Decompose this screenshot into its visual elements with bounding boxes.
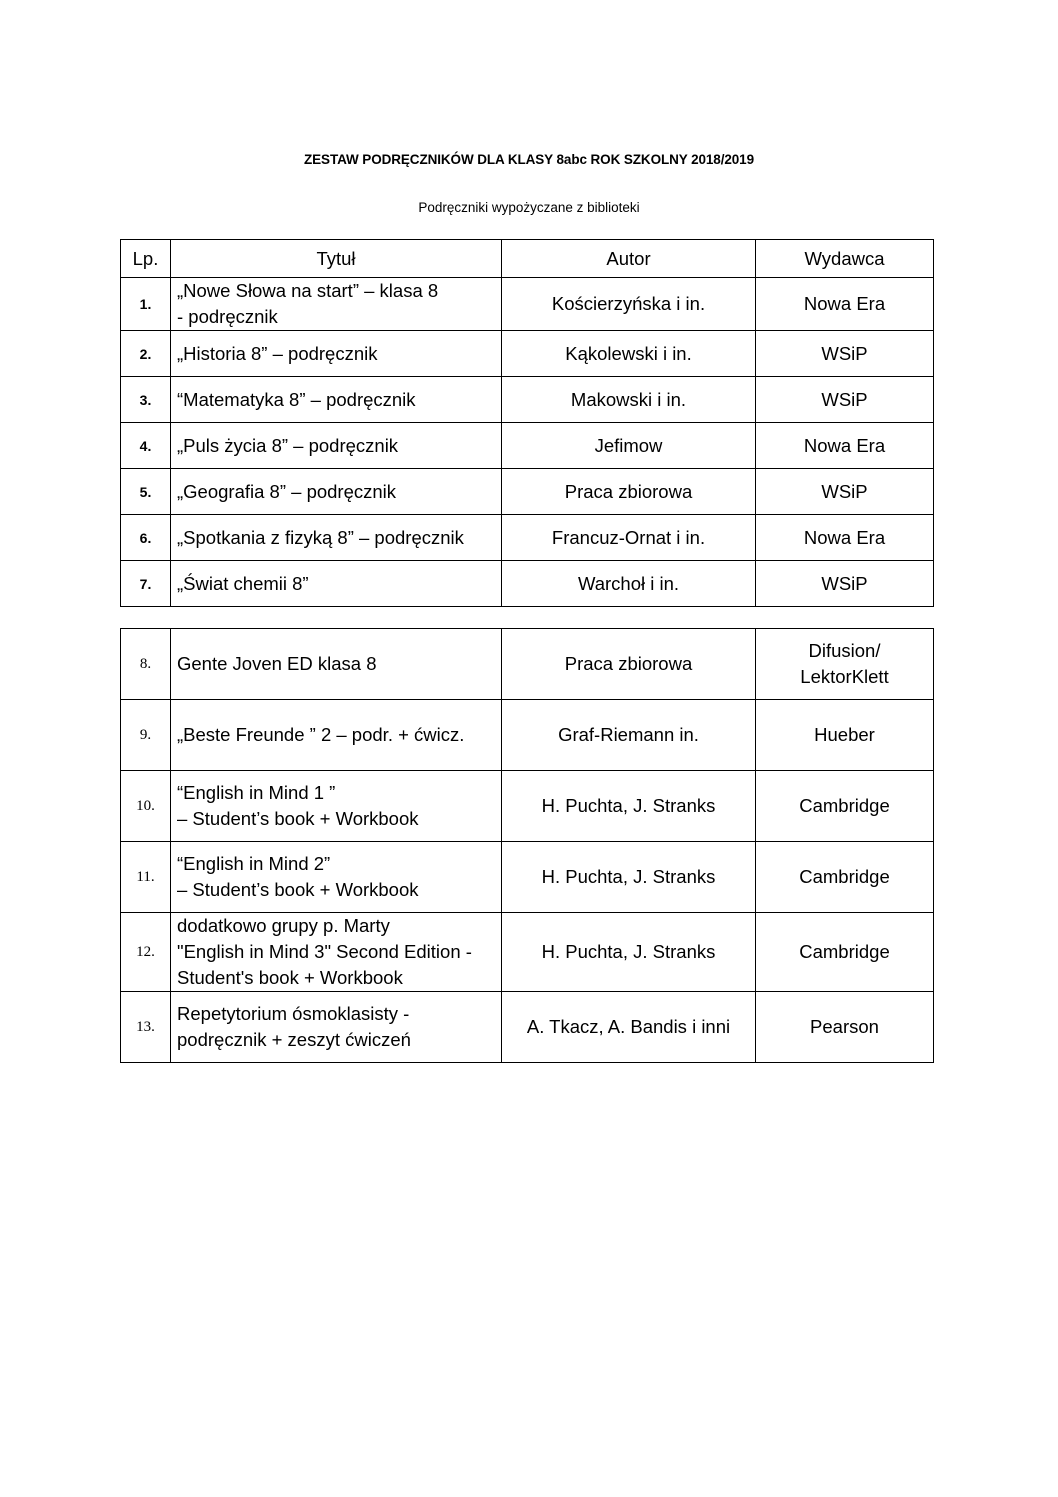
row-title: „Spotkania z fizyką 8” – podręcznik [171,515,502,561]
row-author: H. Puchta, J. Stranks [502,842,756,913]
table-row [121,278,934,331]
row-number: 10. [121,771,171,842]
document-subtitle: Podręczniki wypożyczane z biblioteki [418,200,640,215]
row-author: H. Puchta, J. Stranks [502,771,756,842]
table-row [121,561,934,607]
row-number: 9. [121,700,171,771]
row-number: 11. [121,842,171,913]
row-author: Warchoł i in. [502,561,756,607]
table-row [121,771,934,842]
row-number: 13. [121,992,171,1063]
row-title: „Geografia 8” – podręcznik [171,469,502,515]
header-author: Autor [502,240,756,278]
row-number: 6. [121,515,171,561]
row-number: 7. [121,561,171,607]
table-row [121,629,934,700]
row-number: 2. [121,331,171,377]
row-publisher: WSiP [756,331,934,377]
row-author: Kościerzyńska i in. [502,278,756,331]
row-publisher: Difusion/ LektorKlett [756,629,934,700]
row-title: „Beste Freunde ” 2 – podr. + ćwicz. [171,700,502,771]
table-header-row [121,240,934,278]
row-title: „Świat chemii 8” [171,561,502,607]
table-row [121,992,934,1063]
row-publisher: Cambridge [756,842,934,913]
table-row [121,469,934,515]
row-title: dodatkowo grupy p. Marty "English in Mind 3" Second Edition - Student's book + Workbook [171,913,502,992]
row-number: 1. [121,278,171,331]
row-number: 8. [121,629,171,700]
row-publisher: Hueber [756,700,934,771]
row-author: Graf-Riemann in. [502,700,756,771]
table-row [121,700,934,771]
header-publisher: Wydawca [756,240,934,278]
document-title: ZESTAW PODRĘCZNIKÓW DLA KLASY 8abc ROK SZKOLNY 2018/2019 [304,152,754,167]
row-title: “Matematyka 8” – podręcznik [171,377,502,423]
row-publisher: Nowa Era [756,515,934,561]
row-title: “English in Mind 2” – Student’s book + Workbook [171,842,502,913]
row-author: Jefimow [502,423,756,469]
table-row [121,842,934,913]
row-author: Kąkolewski i in. [502,331,756,377]
row-title: „Puls życia 8” – podręcznik [171,423,502,469]
table-row [121,913,934,992]
row-author: Praca zbiorowa [502,469,756,515]
row-publisher: WSiP [756,561,934,607]
table-row [121,331,934,377]
row-title: „Nowe Słowa na start” – klasa 8 - podręcznik [171,278,502,331]
row-number: 3. [121,377,171,423]
row-author: Francuz-Ornat i in. [502,515,756,561]
row-title: Repetytorium ósmoklasisty - podręcznik + zeszyt ćwiczeń [171,992,502,1063]
row-number: 5. [121,469,171,515]
table-row [121,515,934,561]
row-author: Makowski i in. [502,377,756,423]
table-row [121,423,934,469]
header-title: Tytuł [171,240,502,278]
row-publisher: Cambridge [756,771,934,842]
row-publisher: Nowa Era [756,423,934,469]
row-title: „Historia 8” – podręcznik [171,331,502,377]
row-author: H. Puchta, J. Stranks [502,913,756,992]
row-publisher: WSiP [756,469,934,515]
row-author: A. Tkacz, A. Bandis i inni [502,992,756,1063]
row-title: “English in Mind 1 ” – Student’s book + Workbook [171,771,502,842]
row-number: 12. [121,913,171,992]
row-author: Praca zbiorowa [502,629,756,700]
row-publisher: Cambridge [756,913,934,992]
row-publisher: WSiP [756,377,934,423]
row-number: 4. [121,423,171,469]
row-publisher: Pearson [756,992,934,1063]
header-lp: Lp. [121,240,171,278]
library-textbooks-table [120,239,934,607]
language-textbooks-table [120,628,934,1063]
row-title: Gente Joven ED klasa 8 [171,629,502,700]
table-row [121,377,934,423]
row-publisher: Nowa Era [756,278,934,331]
